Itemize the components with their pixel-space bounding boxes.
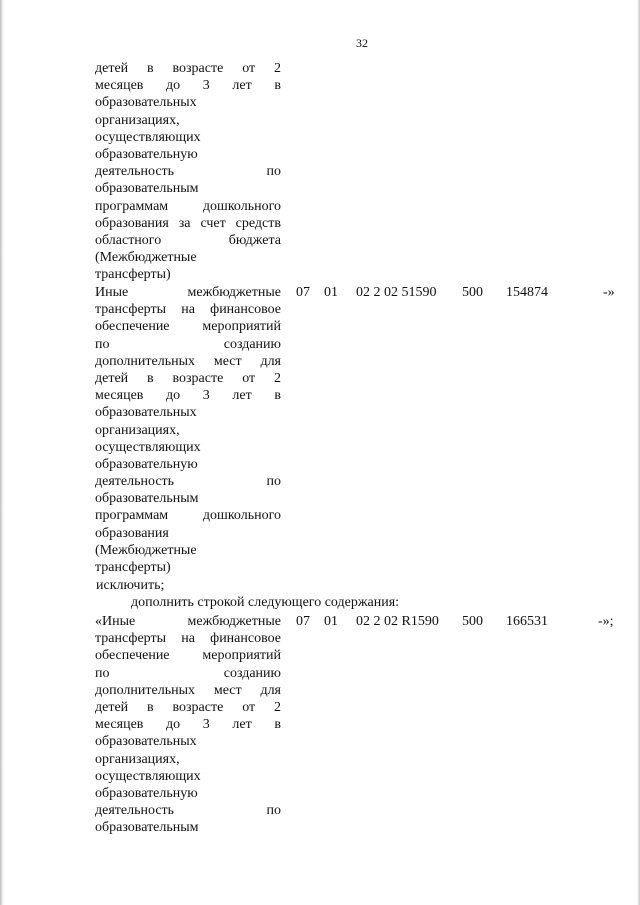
description-line: месяцев до 3 лет в <box>95 388 281 404</box>
description-line: организациях, <box>95 751 180 767</box>
description-line: детей в возрасте от 2 <box>95 61 281 76</box>
amount-value: 166531 <box>506 614 548 629</box>
subsection-code: 01 <box>324 614 338 629</box>
description-line: деятельность по <box>95 164 281 180</box>
expense-type-code: 500 <box>462 285 483 300</box>
description-line: программам дошкольного <box>95 198 281 214</box>
description-line: трансферты) <box>95 267 171 283</box>
target-article-code: 02 2 02 51590 <box>356 285 437 300</box>
row-tail: -» <box>603 285 615 300</box>
description-line: (Межбюджетные <box>95 542 197 558</box>
description-line: осуществляющих <box>95 439 201 455</box>
description-line: организациях, <box>95 422 180 438</box>
description-line: дополнительных мест для <box>95 353 281 369</box>
description-line: образовательным <box>95 181 199 197</box>
instruction-remove: исключить; <box>96 578 165 593</box>
description-line: трансферты на финансовое <box>95 302 281 318</box>
description-line: осуществляющих <box>95 768 201 784</box>
description-line: образования <box>95 525 169 541</box>
description-line: организациях, <box>95 112 180 128</box>
instruction-add: дополнить строкой следующего содержания: <box>131 595 400 610</box>
description-line: деятельность по <box>95 474 281 490</box>
description-line: образовательным <box>95 491 199 507</box>
description-line: обеспечение мероприятий <box>95 648 281 664</box>
description-line: по созданию <box>95 336 281 352</box>
description-line: детей в возрасте от 2 <box>95 370 281 386</box>
amount-value: 154874 <box>506 285 548 300</box>
section-code: 07 <box>296 614 310 629</box>
description-line: трансферты на финансовое <box>95 631 281 647</box>
description-line: образования за счет средств <box>95 215 281 231</box>
description-line: образовательную <box>95 456 198 472</box>
section-code: 07 <box>296 285 310 300</box>
description-line: образовательным <box>95 820 199 836</box>
description-line: образовательных <box>95 95 197 111</box>
page-number: 32 <box>356 36 368 50</box>
description-line: образовательную <box>95 785 198 801</box>
description-line: Иные межбюджетные <box>95 285 281 300</box>
description-line: обеспечение мероприятий <box>95 319 281 335</box>
description-line: образовательных <box>95 405 197 421</box>
description-line: месяцев до 3 лет в <box>95 78 281 94</box>
description-line: трансферты) <box>95 560 171 575</box>
description-line: программам дошкольного <box>95 508 281 524</box>
row-description-continued <box>95 60 281 283</box>
description-line: областного бюджета <box>95 232 281 248</box>
description-line: (Межбюджетные <box>95 250 197 266</box>
new-row-description <box>95 613 281 836</box>
description-line: образовательную <box>95 146 198 162</box>
description-line: «Иные межбюджетные <box>95 614 281 629</box>
expense-type-code: 500 <box>462 614 483 629</box>
description-line: дополнительных мест для <box>95 682 281 698</box>
row-tail: -»; <box>598 614 614 629</box>
description-line: детей в возрасте от 2 <box>95 699 281 715</box>
scan-left-edge <box>0 0 4 905</box>
description-line: осуществляющих <box>95 129 201 145</box>
description-line: месяцев до 3 лет в <box>95 717 281 733</box>
description-line: деятельность по <box>95 803 281 819</box>
row-description <box>95 284 281 576</box>
description-line: образовательных <box>95 734 197 750</box>
subsection-code: 01 <box>324 285 338 300</box>
description-line: по созданию <box>95 665 281 681</box>
target-article-code: 02 2 02 R1590 <box>356 614 439 629</box>
